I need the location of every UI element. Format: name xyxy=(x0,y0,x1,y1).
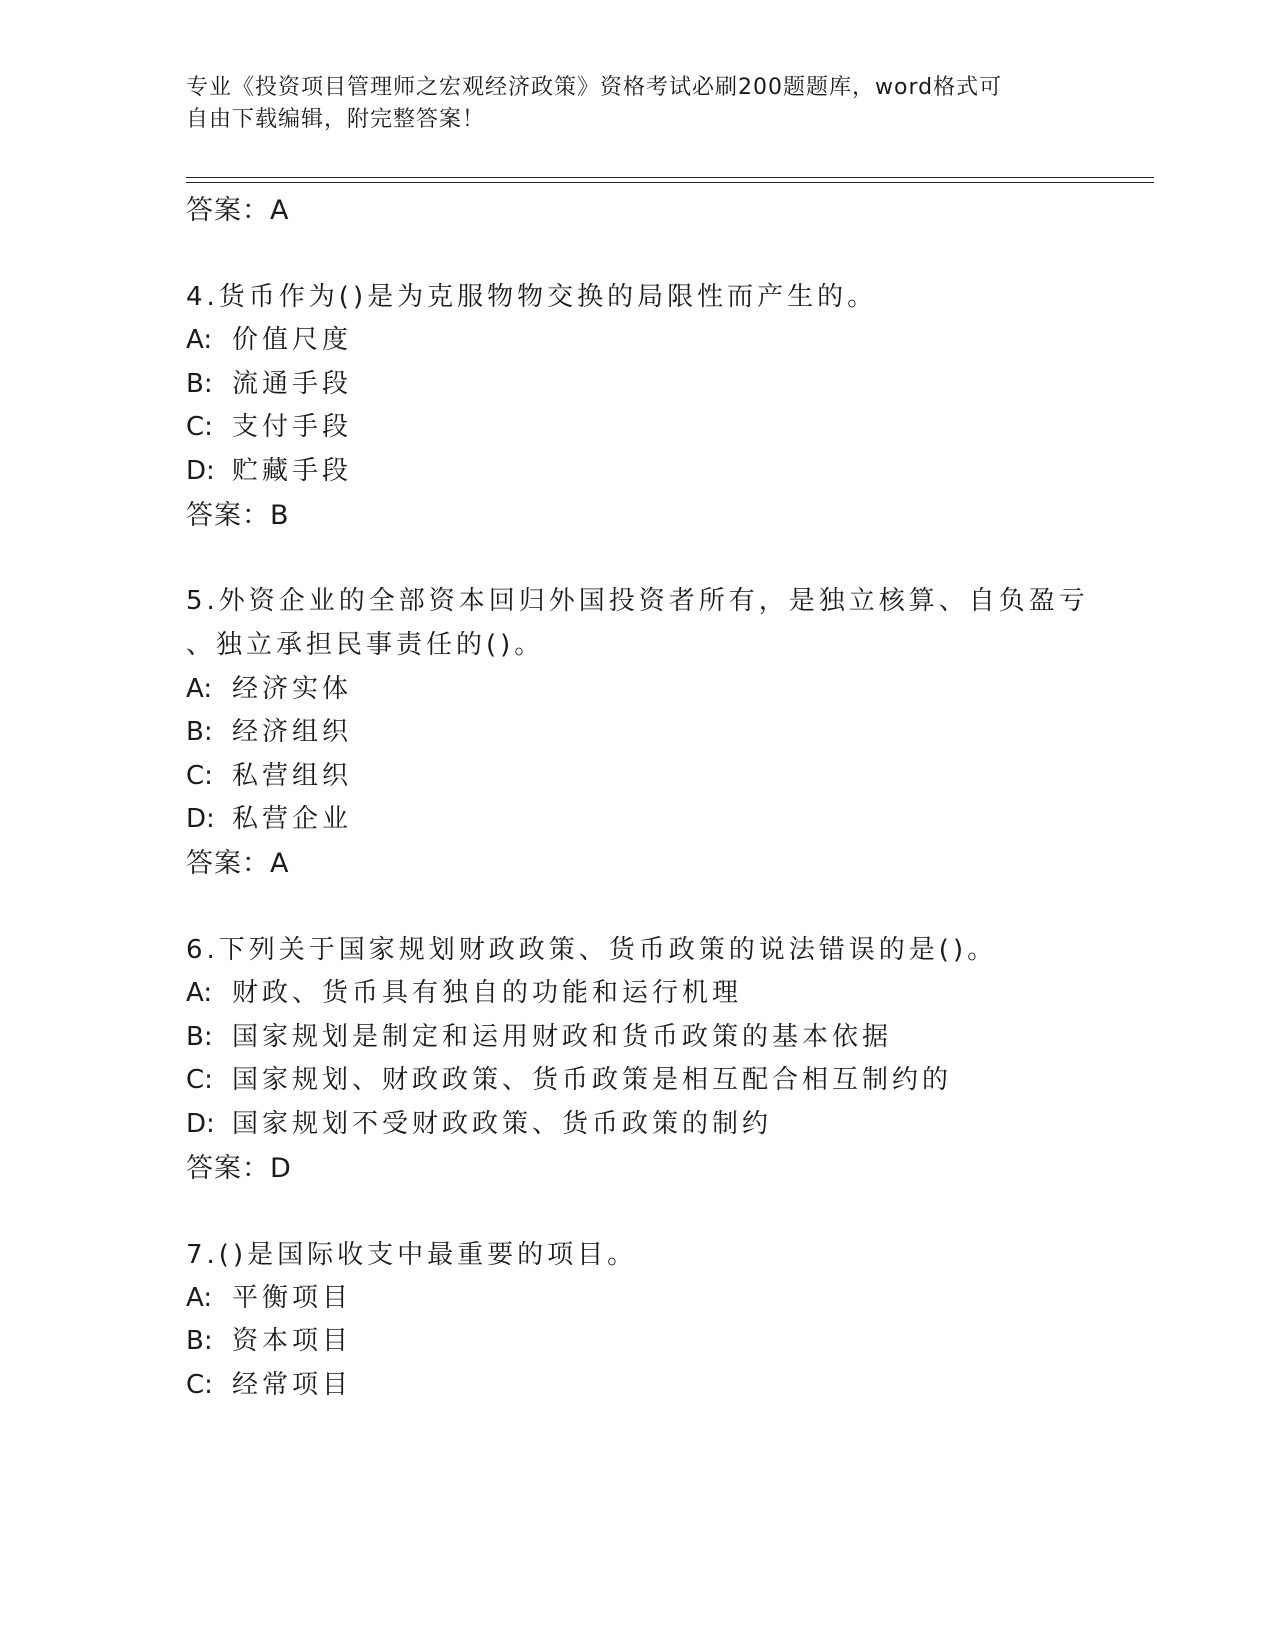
option-key: B: xyxy=(186,717,213,747)
option-key: C: xyxy=(186,412,213,442)
option-text: 国家规划是制定和运用财政和货币政策的基本依据 xyxy=(232,1022,893,1052)
option-text: 私营企业 xyxy=(232,804,353,834)
option-key: A: xyxy=(186,978,213,1008)
header-line-2: 自由下载编辑，附完整答案！ xyxy=(186,107,486,132)
option-text: 经济实体 xyxy=(232,674,353,704)
option-key: C: xyxy=(186,761,213,791)
question-5-text-line-1: 5.外资企业的全部资本回归外国投资者所有，是独立核算、自负盈亏 xyxy=(186,586,1089,616)
option-text: 资本项目 xyxy=(232,1326,353,1356)
question-5-option-c xyxy=(186,755,352,792)
question-6-option-a xyxy=(186,972,742,1009)
question-4-option-a xyxy=(186,319,352,356)
question-5-text-line-2: 、独立承担民事责任的()。 xyxy=(186,630,545,660)
question-7-text: 7.()是国际收支中最重要的项目。 xyxy=(186,1240,638,1270)
answer-q6: 答案：D xyxy=(186,1153,292,1184)
option-text: 价值尺度 xyxy=(232,325,353,355)
option-text: 平衡项目 xyxy=(232,1283,353,1313)
question-6-option-c xyxy=(186,1059,952,1096)
option-text: 国家规划不受财政政策、货币政策的制约 xyxy=(232,1109,773,1139)
answer-q4: 答案：B xyxy=(186,500,290,531)
option-key: A: xyxy=(186,674,213,704)
question-7-option-b xyxy=(186,1320,352,1357)
option-key: A: xyxy=(186,1283,213,1313)
option-text: 私营组织 xyxy=(232,761,353,791)
option-key: A: xyxy=(186,325,213,355)
question-5-option-d xyxy=(186,798,352,835)
option-key: D: xyxy=(186,804,215,834)
option-text: 贮藏手段 xyxy=(232,456,353,486)
question-4-text: 4.货币作为()是为克服物物交换的局限性而产生的。 xyxy=(186,282,878,312)
option-key: B: xyxy=(186,1326,213,1356)
header-divider-bottom xyxy=(186,182,1154,183)
option-key: D: xyxy=(186,456,215,486)
question-4-option-c xyxy=(186,406,352,443)
document-header xyxy=(186,72,1066,136)
option-text: 流通手段 xyxy=(232,369,353,399)
option-text: 国家规划、财政政策、货币政策是相互配合相互制约的 xyxy=(232,1065,953,1095)
question-6-option-b xyxy=(186,1016,892,1053)
header-divider-top xyxy=(186,177,1154,178)
option-text: 经常项目 xyxy=(232,1370,353,1400)
option-key: B: xyxy=(186,1022,213,1052)
question-5-option-a xyxy=(186,668,352,705)
option-key: C: xyxy=(186,1370,213,1400)
option-key: C: xyxy=(186,1065,213,1095)
option-text: 财政、货币具有独自的功能和运行机理 xyxy=(232,978,743,1008)
question-7-option-a xyxy=(186,1277,352,1314)
question-7-option-c xyxy=(186,1364,352,1401)
question-5-option-b xyxy=(186,711,352,748)
option-text: 支付手段 xyxy=(232,412,353,442)
question-6-option-d xyxy=(186,1103,772,1140)
question-4-option-b xyxy=(186,363,352,400)
question-4-option-d xyxy=(186,450,352,487)
option-key: B: xyxy=(186,369,213,399)
answer-q5: 答案：A xyxy=(186,848,290,879)
answer-q3: 答案：A xyxy=(186,195,290,226)
option-key: D: xyxy=(186,1109,215,1139)
question-6-text: 6.下列关于国家规划财政政策、货币政策的说法错误的是()。 xyxy=(186,935,998,965)
option-text: 经济组织 xyxy=(232,717,353,747)
header-line-1: 专业《投资项目管理师之宏观经济政策》资格考试必刷200题题库，word格式可 xyxy=(186,75,1003,100)
